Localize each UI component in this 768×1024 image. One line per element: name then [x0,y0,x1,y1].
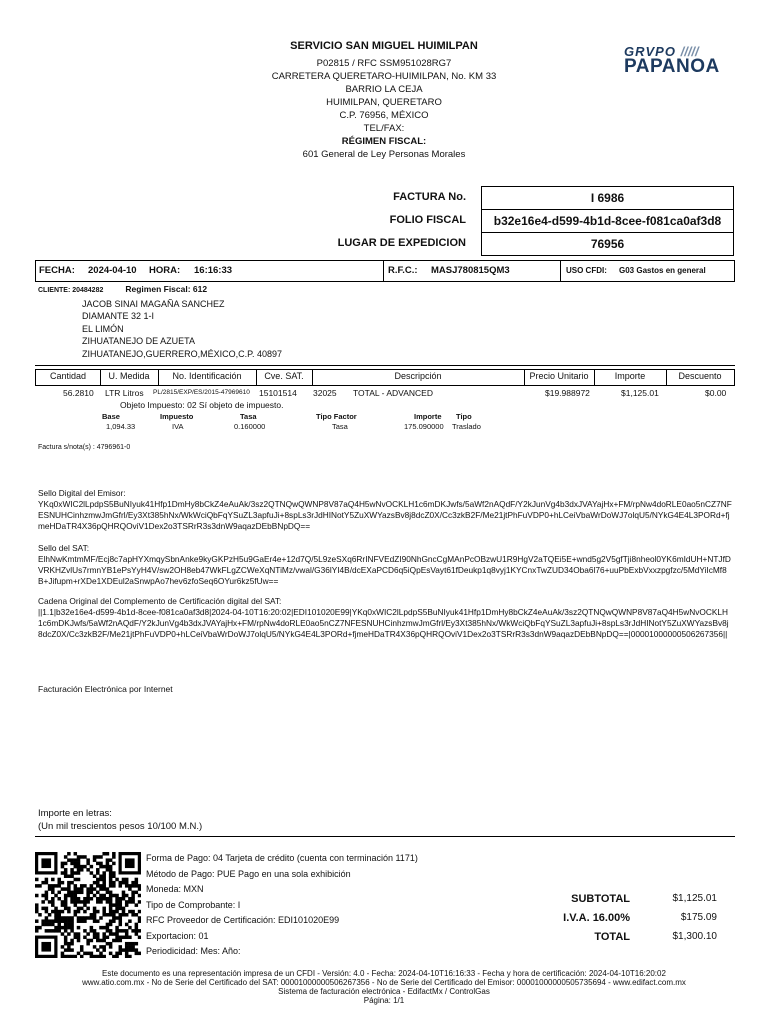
iva-row [520,912,720,931]
tax-importe: 175.090000 [404,422,444,431]
issuer-regime: 601 General de Ley Personas Morales [302,149,466,160]
col-identificacion: No. Identificación [172,371,242,381]
tax-tipo-label: Tipo [456,412,472,421]
moneda: Moneda: MXN [146,884,204,894]
footer-line4: Página: 1/1 [363,996,405,1005]
tax-tasa-label: Tasa [240,412,257,421]
qr-code [35,852,141,958]
col-descuento: Descuento [678,371,722,381]
total-row [520,931,720,950]
fecha-value: 2024-04-10 [88,265,137,276]
footer-line3: Sistema de facturación electrónica - EdifactMx / ControlGas [278,987,490,996]
totals-block [520,893,720,950]
folio-label: FOLIO FISCAL [389,214,466,226]
metodo-pago: Método de Pago: PUE Pago en una sola exhibición [146,868,351,879]
subtotal-row [520,893,720,912]
client-block [38,283,728,360]
cadena-title: Cadena Original del Complemento de Certificación digital del SAT: [38,596,282,606]
hora-label: HORA: [149,265,181,276]
row-cve-sat: 15101514 [259,388,297,398]
issuer-street: CARRETERA QUERETARO-HUIMILPAN, No. KM 33 [271,71,497,82]
footer-line2: www.atio.com.mx - No de Serie del Certificado del SAT: 00001000000506267356 - No de Serie del Certificado del Emisor: 00001000000505735694 - www.edifact.com.mx [82,978,686,987]
logo-grupo: GRVPO [624,44,676,59]
issuer-city: HUIMILPAN, QUERETARO [326,97,442,108]
sello-sat-title: Sello del SAT: [38,543,90,553]
lugar-expedicion: 76956 [590,237,625,251]
sello-emisor [38,488,732,532]
row-objeto-impuesto: Objeto Impuesto: 02 Sí objeto de impuesto. [120,400,284,410]
invoice-labels [300,186,466,255]
tax-importe-label: Importe [414,412,442,421]
client-street: DIAMANTE 32 1-I [82,311,155,321]
total-label: TOTAL [594,931,630,943]
cadena-original [38,596,732,640]
sello-sat-text: ElhNwKmtmMF/Ecj8c7apHYXmqySbnAnke9kyGKPzH5u9GaEr4e+12d7Q/5L9zeSXq6RrINFVEdZI90NhGncCgMAnPcOBzwU1R9HgV2aTQEi5E+wnd5g2V5gfTji8nheol0YK6mIdUH+NTJfDVRKHZvlUs7rmnYB1ePsYyH4V/sw2OH8eb47WkFLgZCWeXqNTiMz/vwal/G36lYI4B/dcEXaPCD6q5iQpEsVayt61fDeukp1q8vyj1KYCnxTwZUD34Oba6l76+uuPbExbVxxzpgfzc/5MdYiIcMf8B+Jifupm+rXDe1XDEul2aSnwpAo7hev6zfoSeq6OYur6kz5fUw== [38,554,731,586]
col-importe: Importe [614,371,646,381]
footer [20,969,748,1005]
sello-sat [38,543,732,587]
exportacion: Exportacion: 01 [146,930,209,941]
issuer-regime-label: RÉGIMEN FISCAL: [341,136,427,147]
issuer-postal: C.P. 76956, MÉXICO [339,110,429,121]
issuer-colony: BARRIO LA CEJA [345,84,423,95]
issuer-name: SERVICIO SAN MIGUEL HUIMILPAN [290,40,478,52]
tax-tipo-factor-label: Tipo Factor [316,412,357,421]
issuer-block [200,40,568,161]
date-row [35,260,735,282]
proveedor-certificacion: RFC Proveedor de Certificación: EDI101020E99 [146,915,340,925]
lugar-label: LUGAR DE EXPEDICION [337,237,466,249]
client-colony: EL LIMÓN [82,323,124,334]
row-precio: $19.988972 [545,388,590,398]
tax-impuesto: IVA [172,422,184,431]
payment-info [146,851,418,960]
col-cantidad: Cantidad [49,371,87,381]
nota-reference: Factura s/nota(s) : 4796961-0 [38,444,131,451]
footer-line1: Este documento es una representación impresa de un CFDI - Versión: 4.0 - Fecha: 2024-04-10T16:16:33 - Fecha y hora de certificación: 2024-04-10T16:20:02 [102,969,666,978]
row-cantidad: 56.2810 [63,388,94,398]
row-descripcion: TOTAL - ADVANCED [353,388,433,398]
tax-impuesto-label: Impuesto [160,412,194,421]
separator [35,365,735,366]
subtotal-label: SUBTOTAL [571,893,630,905]
tax-base-label: Base [102,412,120,421]
uso-label: USO CFDI: [566,266,607,275]
forma-pago: Forma de Pago: 04 Tarjeta de crédito (cuenta con terminación 1171) [146,853,418,863]
rfc-value: MASJ780815QM3 [431,265,510,276]
total-value: $1,300.10 [672,931,717,942]
folio-fiscal: b32e16e4-d599-4b1d-8cee-f081ca0af3d8 [482,210,733,233]
col-unidad: U. Medida [108,371,150,381]
col-descripcion: Descripción [394,371,442,381]
iva-value: $175.09 [680,912,717,923]
iva-label: I.V.A. 16.00% [563,912,630,924]
internet-label: Facturación Electrónica por Internet [38,684,173,694]
divider [560,261,561,281]
client-full-address: ZIHUATANEJO,GUERRERO,MÉXICO,C.P. 40897 [82,348,283,359]
hora-value: 16:16:33 [194,265,233,276]
separator [35,836,735,837]
uso-value: G03 Gastos en general [619,266,706,275]
row-importe: $1,125.01 [621,388,659,398]
sello-emisor-text: YKq0xWIC2lLpdpS5BuNIyuk41Hfp1DmHy8bCkZ4eAuAk/3sz2QTNQwQWNP8V87aQ4H5wNvOCKLH1c6mDKJwfs/5aWf2nAQdF/Y2kJunVg4b3dxJVAYajHx+FM/rpNw4doRLE0ao5nCZ7NFESNUHCinhzmwJmGfrl/Ey3Xt385hNx/WkWciQbFqYSuZL3apfuJi+8spLs3rJdHINotY5ZuXWYazsBv8j8dcZ0X/Cc3zkB2F/Me21jtPhFuVDP0+hLCeiVbaWrDoWJ7olqU5/NYkG4E4L3PORd+fjmeHDaTR4X36pQHRQOviV1Dex2o3TSRrR3s3dnW9aqazDEbBNpDQ== [38,499,732,531]
row-identificacion: PL/2815/EXP/ES/2015-47969610 [153,389,250,396]
row-clave: 32025 [313,388,337,398]
sello-emisor-title: Sello Digital del Emisor: [38,488,126,498]
factura-label: FACTURA No. [393,191,466,203]
issuer-telfax: TEL/FAX: [363,123,405,134]
tipo-comprobante: Tipo de Comprobante: I [146,899,241,910]
issuer-rfc: P02815 / RFC SSM951028RG7 [316,58,452,69]
col-cve-sat: Cve. SAT. [264,371,304,381]
letras-label: Importe en letras: [38,808,112,819]
tax-base: 1,094.33 [106,422,136,431]
client-city: ZIHUATANEJO DE AZUETA [82,336,196,346]
company-logo [624,44,736,78]
logo-slashes: ///// [680,44,699,59]
client-regime: Regimen Fiscal: 612 [125,284,208,294]
divider [383,261,384,281]
col-precio: Precio Unitario [529,371,589,381]
logo-papanoa: PAPANOA [624,56,720,77]
client-name: JACOB SINAI MAGAÑA SANCHEZ [82,298,225,309]
row-descuento: $0.00 [705,388,727,398]
amount-in-words [38,807,202,833]
factura-number: I 6986 [482,187,733,210]
rfc-label: R.F.C.: [388,265,418,276]
cadena-text: ||1.1|b32e16e4-d599-4b1d-8cee-f081ca0af3d8|2024-04-10T16:20:02|EDI101020E99|YKq0xWIC2lLpdpS5BuNIyuk41Hfp1DmHy8bCkZ4eAuAk/3sz2QTNQwQWNP8V87aQ4H5wNvOCKLH1c6mDKJwfs/5aWf2nAQdF/Y2kJunVg4b3dxJVAYajHx+FM/rpNw4doRLE0ao5nCZ7NFESNUHCinhzmwJmGfrl/Ey3Xt385hNx/WkWciQbFqYSuZL3apfuJi+8spLs3rJdHINotY5ZuXWYazsBv8j8dcZ0X/Cc3zkB2F/Me21jtPhFuVDP0+hLCeiVbaWrDoWJ7olqU5/NYkG4E4L3PORd+fjmeHDaTR4X36pQHRQOviV1Dex2o3TSRrR3s3dnW9aqazDEbBNpDQ==|00001000000506267356|| [38,607,729,639]
invoice-box [481,186,734,256]
tax-tipo-factor: Tasa [332,422,348,431]
periodicidad: Periodicidad: Mes: Año: [146,946,241,956]
fecha-label: FECHA: [39,265,75,276]
qr-code-image [35,852,141,958]
items-table-header [35,369,735,386]
client-id: CLIENTE: 20484282 [38,287,104,294]
letras-value: (Un mil trescientos pesos 10/100 M.N.) [38,821,203,832]
tax-tasa: 0.160000 [234,422,266,431]
row-unidad: LTR Litros [105,388,144,398]
subtotal-value: $1,125.01 [672,893,717,904]
tax-tipo: Traslado [452,422,481,431]
